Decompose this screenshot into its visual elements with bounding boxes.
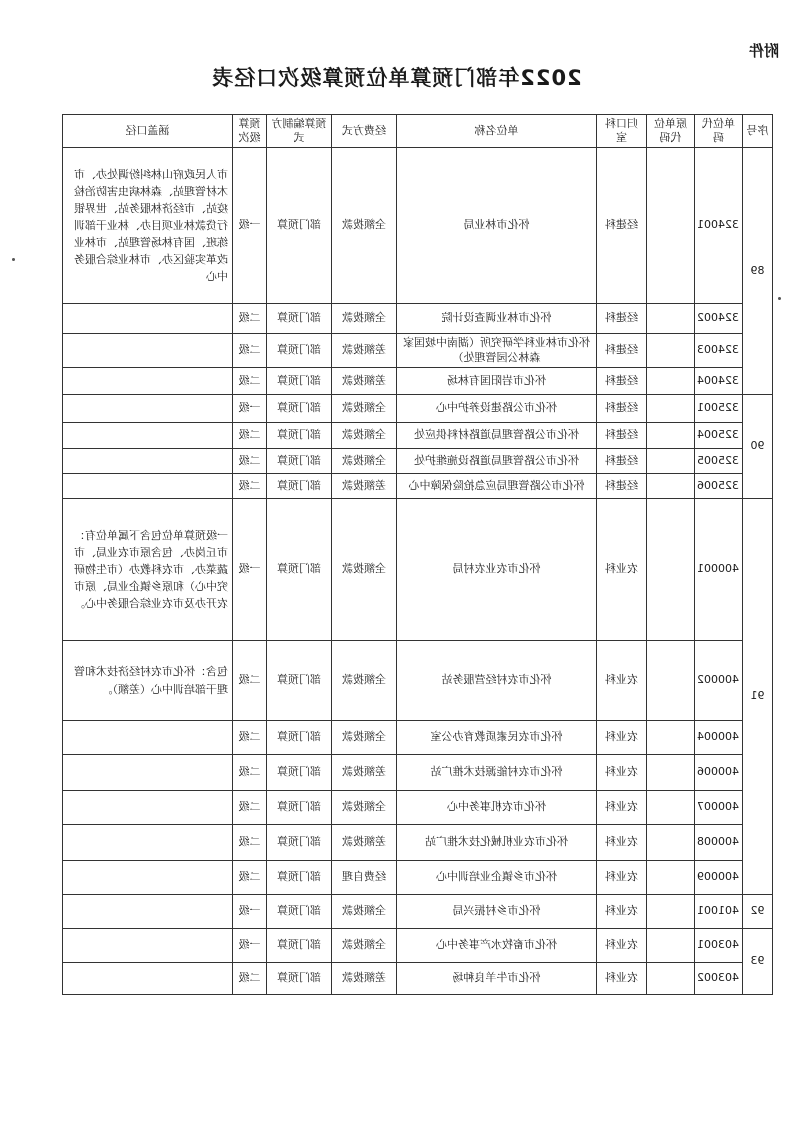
cell-method: 部门预算 [267, 721, 332, 755]
cell-funding: 全额拨款 [332, 449, 397, 474]
cell-level: 一级 [233, 148, 267, 304]
attachment-label: 附件 [748, 42, 779, 60]
cell-orig-code [647, 929, 695, 963]
cell-level: 一级 [233, 895, 267, 929]
cell-orig-code [647, 423, 695, 449]
cell-unit-code: 400004 [695, 721, 743, 755]
cell-unit-name: 怀化市公路建设养护中心 [397, 395, 597, 423]
cell-unit-code: 325005 [695, 449, 743, 474]
cell-level: 二级 [233, 334, 267, 368]
cell-method: 部门预算 [267, 895, 332, 929]
cell-scope [63, 861, 233, 895]
table-row [63, 755, 773, 791]
cell-dept: 经建科 [597, 368, 647, 395]
cell-unit-name: 怀化市畜牧水产事务中心 [397, 929, 597, 963]
cell-seq: 90 [743, 395, 773, 499]
table-row [63, 721, 773, 755]
cell-method: 部门预算 [267, 499, 332, 641]
cell-unit-name: 怀化市林业科学研究所（湖南中坡国家森林公园管理处） [397, 334, 597, 368]
col-header-level: 预算级次 [233, 115, 267, 148]
table-row [63, 423, 773, 449]
table-row [63, 929, 773, 963]
cell-funding: 全额拨款 [332, 721, 397, 755]
document-title: 2022年部门预算单位预算级次口径表 [211, 66, 582, 90]
cell-dept: 农业科 [597, 963, 647, 995]
cell-funding: 全额拨款 [332, 423, 397, 449]
cell-scope [63, 895, 233, 929]
cell-unit-name: 怀化市农机事务中心 [397, 791, 597, 825]
cell-dept: 农业科 [597, 825, 647, 861]
cell-funding: 经费自理 [332, 861, 397, 895]
budget-level-table [62, 114, 773, 995]
cell-orig-code [647, 304, 695, 334]
cell-funding: 差额拨款 [332, 474, 397, 499]
cell-method: 部门预算 [267, 861, 332, 895]
cell-level: 二级 [233, 368, 267, 395]
cell-unit-name: 怀化市农村经营服务站 [397, 641, 597, 721]
cell-level: 二级 [233, 474, 267, 499]
table-row [63, 368, 773, 395]
cell-unit-code: 324003 [695, 334, 743, 368]
cell-scope [63, 368, 233, 395]
col-header-seq: 序号 [743, 115, 773, 148]
cell-scope [63, 423, 233, 449]
cell-level: 二级 [233, 304, 267, 334]
cell-unit-name: 怀化市农村能源技术推广站 [397, 755, 597, 791]
cell-method: 部门预算 [267, 395, 332, 423]
cell-seq: 93 [743, 929, 773, 995]
cell-orig-code [647, 499, 695, 641]
cell-funding: 全额拨款 [332, 895, 397, 929]
cell-method: 部门预算 [267, 825, 332, 861]
cell-orig-code [647, 861, 695, 895]
cell-dept: 农业科 [597, 929, 647, 963]
cell-level: 二级 [233, 449, 267, 474]
cell-method: 部门预算 [267, 334, 332, 368]
cell-level: 二级 [233, 825, 267, 861]
cell-funding: 差额拨款 [332, 825, 397, 861]
cell-orig-code [647, 963, 695, 995]
cell-orig-code [647, 334, 695, 368]
cell-funding: 全额拨款 [332, 304, 397, 334]
cell-unit-code: 324002 [695, 304, 743, 334]
cell-orig-code [647, 895, 695, 929]
header-row [63, 115, 773, 148]
cell-method: 部门预算 [267, 423, 332, 449]
cell-funding: 差额拨款 [332, 334, 397, 368]
cell-orig-code [647, 449, 695, 474]
cell-dept: 农业科 [597, 499, 647, 641]
cell-unit-name: 怀化市牛羊良种场 [397, 963, 597, 995]
cell-method: 部门预算 [267, 755, 332, 791]
table-row [63, 474, 773, 499]
cell-unit-code: 325001 [695, 395, 743, 423]
cell-dept: 经建科 [597, 395, 647, 423]
table-row [63, 148, 773, 304]
cell-orig-code [647, 791, 695, 825]
cell-unit-name: 怀化市乡村振兴局 [397, 895, 597, 929]
cell-unit-name: 怀化市农民素质教育办公室 [397, 721, 597, 755]
cell-unit-code: 400002 [695, 641, 743, 721]
cell-level: 二级 [233, 721, 267, 755]
cell-level: 二级 [233, 791, 267, 825]
cell-unit-code: 401001 [695, 895, 743, 929]
cell-scope: 一级预算单位包含下属单位有：市丘岗办、包含原市农业局、市蔬菜办、市农科教办（市生物研究中心）和原乡镇企业局、原市农开办及市农业综合服务中心。 [63, 499, 233, 641]
cell-unit-name: 怀化市公路管理局道路材料供应处 [397, 423, 597, 449]
cell-unit-name: 怀化市农业农村局 [397, 499, 597, 641]
cell-unit-code: 400006 [695, 755, 743, 791]
col-header-unit-code: 单位代码 [695, 115, 743, 148]
cell-scope: 市人民政府山林纠纷调处办、市木材管理站、森林病虫害防治检疫站、市经济林服务站、世界银行贷款林业项目办、林业干部训练班、国有林场管理站、市林业改革实验区办、市林业综合服务中心 [63, 148, 233, 304]
cell-scope [63, 449, 233, 474]
cell-funding: 差额拨款 [332, 368, 397, 395]
table-row [63, 499, 773, 641]
cell-scope [63, 395, 233, 423]
scan-speck [12, 258, 15, 261]
cell-dept: 经建科 [597, 449, 647, 474]
cell-funding: 全额拨款 [332, 929, 397, 963]
table-row [63, 861, 773, 895]
cell-funding: 全额拨款 [332, 791, 397, 825]
cell-funding: 全额拨款 [332, 499, 397, 641]
cell-method: 部门预算 [267, 791, 332, 825]
col-header-dept: 归口科室 [597, 115, 647, 148]
table-row [63, 304, 773, 334]
cell-method: 部门预算 [267, 449, 332, 474]
cell-seq: 91 [743, 499, 773, 895]
cell-unit-code: 403001 [695, 929, 743, 963]
table-row [63, 963, 773, 995]
table-row [63, 895, 773, 929]
table-row [63, 449, 773, 474]
cell-scope [63, 304, 233, 334]
table-row [63, 791, 773, 825]
cell-unit-name: 怀化市公路管理局道路设施维护处 [397, 449, 597, 474]
cell-method: 部门预算 [267, 368, 332, 395]
cell-dept: 经建科 [597, 423, 647, 449]
cell-level: 二级 [233, 423, 267, 449]
cell-funding: 全额拨款 [332, 395, 397, 423]
col-header-orig-code: 原单位代码 [647, 115, 695, 148]
scan-speck [778, 297, 781, 300]
cell-dept: 经建科 [597, 148, 647, 304]
cell-unit-name: 怀化市农业机械化技术推广站 [397, 825, 597, 861]
cell-unit-code: 324001 [695, 148, 743, 304]
cell-orig-code [647, 148, 695, 304]
cell-seq: 89 [743, 148, 773, 395]
cell-orig-code [647, 395, 695, 423]
cell-unit-code: 400009 [695, 861, 743, 895]
cell-orig-code [647, 825, 695, 861]
cell-unit-code: 324004 [695, 368, 743, 395]
cell-funding: 差额拨款 [332, 755, 397, 791]
cell-unit-name: 怀化市林业局 [397, 148, 597, 304]
cell-scope [63, 334, 233, 368]
cell-unit-code: 325006 [695, 474, 743, 499]
cell-orig-code [647, 755, 695, 791]
cell-scope [63, 963, 233, 995]
cell-scope [63, 755, 233, 791]
col-header-scope: 涵盖口径 [63, 115, 233, 148]
cell-level: 一级 [233, 929, 267, 963]
table-row [63, 395, 773, 423]
cell-unit-code: 403002 [695, 963, 743, 995]
cell-unit-code: 400007 [695, 791, 743, 825]
cell-orig-code [647, 474, 695, 499]
cell-dept: 农业科 [597, 641, 647, 721]
cell-orig-code [647, 641, 695, 721]
cell-dept: 农业科 [597, 861, 647, 895]
table-body [63, 148, 773, 995]
cell-method: 部门预算 [267, 148, 332, 304]
cell-level: 一级 [233, 395, 267, 423]
cell-unit-code: 325004 [695, 423, 743, 449]
cell-method: 部门预算 [267, 304, 332, 334]
cell-unit-name: 怀化市公路管理局应急抢险保障中心 [397, 474, 597, 499]
cell-scope [63, 474, 233, 499]
cell-method: 部门预算 [267, 474, 332, 499]
table-row [63, 334, 773, 368]
col-header-unit-name: 单位名称 [397, 115, 597, 148]
cell-funding: 全额拨款 [332, 641, 397, 721]
cell-scope [63, 929, 233, 963]
cell-method: 部门预算 [267, 963, 332, 995]
cell-seq: 92 [743, 895, 773, 929]
cell-unit-name: 怀化市林业调查设计院 [397, 304, 597, 334]
cell-funding: 差额拨款 [332, 963, 397, 995]
cell-scope [63, 825, 233, 861]
cell-level: 二级 [233, 641, 267, 721]
cell-method: 部门预算 [267, 641, 332, 721]
col-header-funding: 经费方式 [332, 115, 397, 148]
cell-level: 二级 [233, 963, 267, 995]
cell-dept: 经建科 [597, 334, 647, 368]
table-row [63, 641, 773, 721]
cell-unit-name: 怀化市岩阳国有林场 [397, 368, 597, 395]
table-row [63, 825, 773, 861]
cell-orig-code [647, 721, 695, 755]
cell-scope [63, 791, 233, 825]
cell-funding: 全额拨款 [332, 148, 397, 304]
cell-dept: 农业科 [597, 895, 647, 929]
cell-unit-code: 400001 [695, 499, 743, 641]
cell-orig-code [647, 368, 695, 395]
cell-dept: 农业科 [597, 791, 647, 825]
cell-dept: 经建科 [597, 474, 647, 499]
cell-unit-name: 怀化市乡镇企业培训中心 [397, 861, 597, 895]
cell-method: 部门预算 [267, 929, 332, 963]
cell-dept: 经建科 [597, 304, 647, 334]
cell-unit-code: 400008 [695, 825, 743, 861]
col-header-method: 预算编制方式 [267, 115, 332, 148]
cell-level: 一级 [233, 499, 267, 641]
cell-level: 二级 [233, 755, 267, 791]
cell-level: 二级 [233, 861, 267, 895]
cell-scope [63, 721, 233, 755]
cell-scope: 包含：怀化市农村经济技术和管理干部培训中心（差额）。 [63, 641, 233, 721]
cell-dept: 农业科 [597, 755, 647, 791]
cell-dept: 农业科 [597, 721, 647, 755]
